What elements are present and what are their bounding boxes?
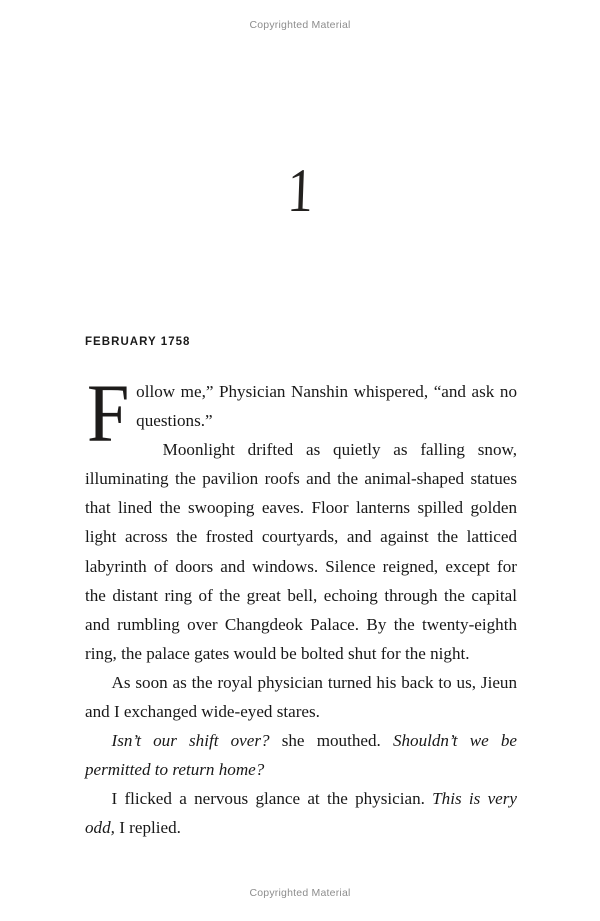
paragraph-moonlight-text: Moonlight drifted as quietly as falling snow, illuminating the pavilion roofs and the animal-shaped statues that lined the swooping eaves. Floor lanterns spilled golden light across the frosted courtyards, and against the latticed labyrinth of doors and windows. Silence reigned, except for the distant ring of the great bell, echoing through the capital and rumbling over Changdeok Palace. By the twenty-eighth ring, the palace gates would be bolted shut for the night.	[85, 440, 517, 663]
dialogue-attribution: she mouthed.	[269, 731, 393, 751]
reply-lead-text: I flicked a nervous glance at the physician.	[111, 789, 433, 809]
copyright-watermark-bottom: Copyrighted Material	[249, 887, 351, 899]
paragraph-opening	[85, 367, 517, 459]
paragraph-opening-text: ollow me,” Physician Nanshin whispered, “and ask no questions.”	[136, 382, 517, 431]
dialogue-question-two: Shouldn’t we be permitted to return home?	[85, 731, 517, 780]
reply-italic-text: This is very odd,	[85, 789, 517, 838]
paragraph-reply	[85, 784, 517, 842]
paragraph-dialogue-jieun	[85, 726, 517, 784]
paragraph-physician	[85, 668, 517, 726]
copyright-watermark-top: Copyrighted Material	[249, 19, 351, 31]
chapter-body	[85, 367, 517, 843]
reply-tail-text: I replied.	[114, 818, 181, 838]
chapter-number: 1	[286, 157, 314, 225]
dialogue-question-one: Isn’t our shift over?	[111, 731, 270, 751]
chapter-date-heading: FEBRUARY 1758	[85, 336, 191, 348]
paragraph-moonlight	[85, 435, 517, 668]
drop-cap: F	[86, 367, 130, 459]
paragraph-physician-text: As soon as the royal physician turned his back to us, Jieun and I exchanged wide-eyed stares.	[85, 672, 517, 722]
